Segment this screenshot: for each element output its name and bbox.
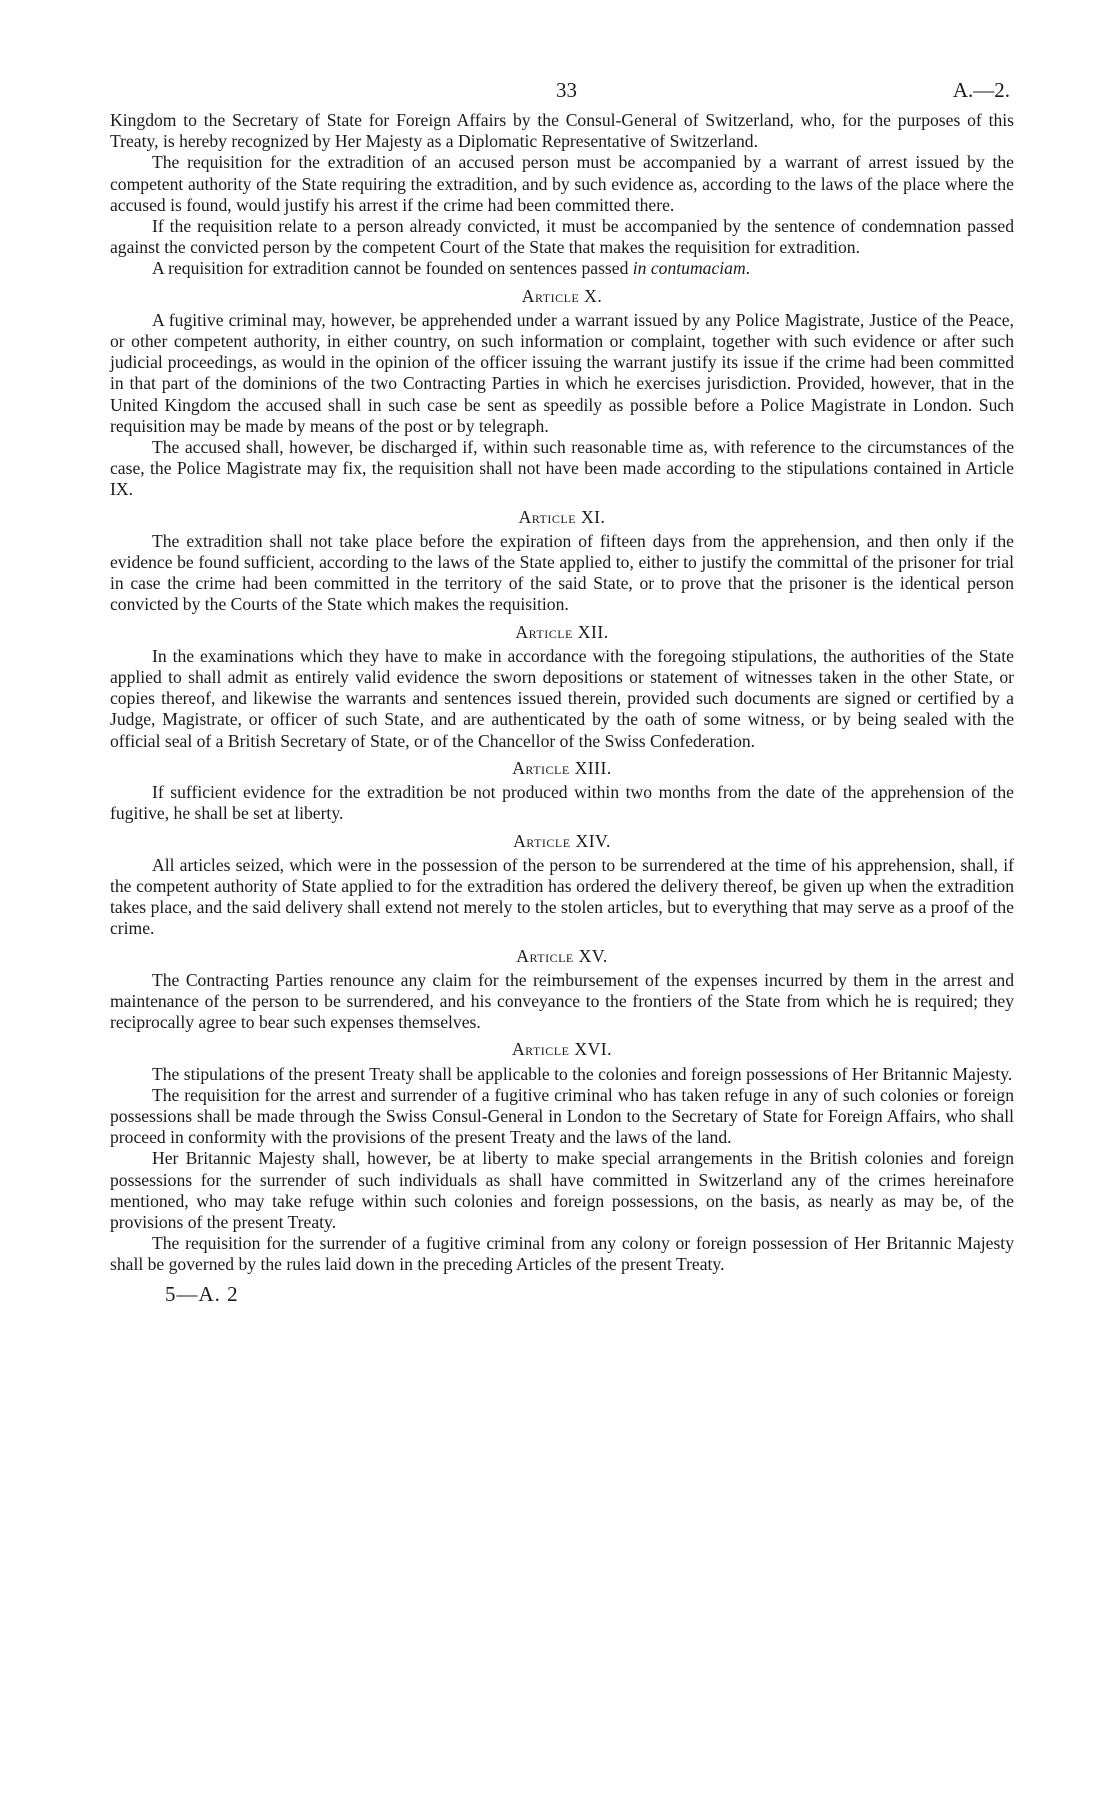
convicted-person-paragraph: If the requisition relate to a person already convicted, it must be accompanied by the sentence of condemnation passed against the convicted person by the competent Court of the State that makes the requisition for extradition. — [110, 216, 1014, 258]
article-word: Article — [516, 945, 574, 966]
printer-signature-mark: 5—A. 2 — [165, 1281, 239, 1306]
article-heading-xvi — [110, 1039, 1014, 1060]
article-heading-x — [110, 286, 1014, 307]
page-number: 33 — [556, 78, 577, 102]
article-xvi-paragraph-3: Her Britannic Majesty shall, however, be at liberty to make special arrangements in the British colonies and foreign possessions for the surrender of such individuals as shall have committed in Switzerland any of the crimes hereinafore mentioned, who may take refuge within such colonies and foreign possessions, on the basis, as nearly as may be, of the provisions of the present Treaty. — [110, 1148, 1014, 1232]
contumaciam-italic: in contumaciam — [632, 258, 746, 279]
article-xvi-paragraph-2: The requisition for the arrest and surrender of a fugitive criminal who has taken refuge in any of such colonies or foreign possessions shall be made through the Swiss Consul-General in London to the Secretary of State for Foreign Affairs, who shall proceed in conformity with the provisions of the present Treaty and the laws of the land. — [110, 1084, 1014, 1148]
continuation-paragraph: Kingdom to the Secretary of State for Foreign Affairs by the Consul-General of Switzerland, who, for the purposes of this Treaty, is hereby recognized by Her Majesty as a Diplomatic Representative of Switzerland. — [110, 110, 1014, 152]
article-numeral: XI. — [580, 506, 606, 527]
article-word: Article — [515, 621, 573, 642]
article-numeral: X. — [584, 285, 603, 306]
contumaciam-text-before: A requisition for extradition cannot be founded on sentences passed — [152, 258, 633, 279]
article-heading-xii — [110, 622, 1014, 643]
article-word: Article — [511, 1039, 570, 1060]
article-numeral: XVI. — [574, 1039, 613, 1060]
document-body — [110, 110, 1014, 1276]
article-xi-paragraph-1: The extradition shall not take place before the expiration of fifteen days from the apprehension, and then only if the evidence be found sufficient, according to the laws of the State applied to, either to justify the committal of the prisoner for trial in case the crime had been committed in the territory of the said State, or to prove that the prisoner is the identical person convicted by the Courts of the State which makes the requisition. — [110, 530, 1014, 615]
article-heading-xiv — [110, 831, 1014, 852]
article-numeral: XV. — [578, 945, 608, 966]
document-reference: A.—2. — [952, 78, 1010, 102]
article-numeral: XII. — [577, 621, 609, 642]
contumaciam-paragraph — [110, 258, 1014, 279]
article-x-paragraph-1: A fugitive criminal may, however, be apprehended under a warrant issued by any Police Magistrate, Justice of the Peace, or other competent authority, in either country, on such information or complaint, together with such evidence or after such judicial proceedings, as would in the opinion of the officer issuing the warrant justify its issue if the crime had been committed in that part of the dominions of the two Contracting Parties in which he exercises jurisdiction. Provided, however, that in the United Kingdom the accused shall in such case be sent as speedily as possible before a Police Magistrate in London. Such requisition may be made by means of the post or by telegraph. — [110, 309, 1014, 436]
article-xiii-paragraph-1: If sufficient evidence for the extradition be not produced within two months from the date of the apprehension of the fugitive, he shall be set at liberty. — [110, 782, 1014, 824]
article-heading-xiii — [110, 758, 1014, 779]
article-word: Article — [521, 285, 580, 306]
article-numeral: XIV. — [575, 830, 611, 851]
article-word: Article — [513, 830, 571, 851]
requisition-paragraph: The requisition for the extradition of an accused person must be accompanied by a warrant of arrest issued by the competent authority of the State requiring the extradition, and by such evidence as, according to the laws of the place where the accused is found, would justify his arrest if the crime had been committed there. — [110, 152, 1014, 215]
article-heading-xi — [110, 507, 1014, 528]
article-xii-paragraph-1: In the examinations which they have to make in accordance with the foregoing stipulations, the authorities of the State applied to shall admit as entirely valid evidence the sworn depositions or statement of witnesses taken in the other State, or copies thereof, and likewise the warrants and sentences issued therein, provided such documents are signed or certified by a Judge, Magistrate, or officer of such State, and are authenticated by the oath of some witness, or by being sealed with the official seal of a British Secretary of State, or of the Chancellor of the Swiss Confederation. — [110, 645, 1014, 751]
article-numeral: XIII. — [574, 757, 612, 778]
article-xvi-paragraph-1: The stipulations of the present Treaty shall be applicable to the colonies and foreign possessions of Her Britannic Majesty. — [152, 1063, 1013, 1084]
article-heading-xv — [110, 946, 1014, 967]
contumaciam-text-after: . — [745, 258, 751, 279]
document-page — [110, 70, 1014, 1307]
article-xv-paragraph-1: The Contracting Parties renounce any claim for the reimbursement of the expenses incurred by them in the arrest and maintenance of the person to be surrendered, and his conveyance to the frontiers of the State from which he is required; they reciprocally agree to bear such expenses themselves. — [110, 969, 1014, 1033]
article-word: Article — [512, 757, 570, 778]
article-x-paragraph-2: The accused shall, however, be discharged if, within such reasonable time as, with reference to the circumstances of the case, the Police Magistrate may fix, the requisition shall not have been made according to the stipulations contained in Article IX. — [110, 437, 1014, 500]
article-word: Article — [518, 506, 577, 527]
page-header — [110, 70, 1014, 110]
article-xiv-paragraph-1: All articles seized, which were in the possession of the person to be surrendered at the time of his apprehension, shall, if the competent authority of State applied to for the extradition has ordered the delivery thereof, be given up when the extradition takes place, and the said delivery shall extend not merely to the stolen articles, but to everything that may serve as a proof of the crime. — [110, 854, 1014, 939]
article-xvi-paragraph-4: The requisition for the surrender of a fugitive criminal from any colony or foreign possession of Her Britannic Majesty shall be governed by the rules laid down in the preceding Articles of the present Treaty. — [110, 1233, 1014, 1275]
